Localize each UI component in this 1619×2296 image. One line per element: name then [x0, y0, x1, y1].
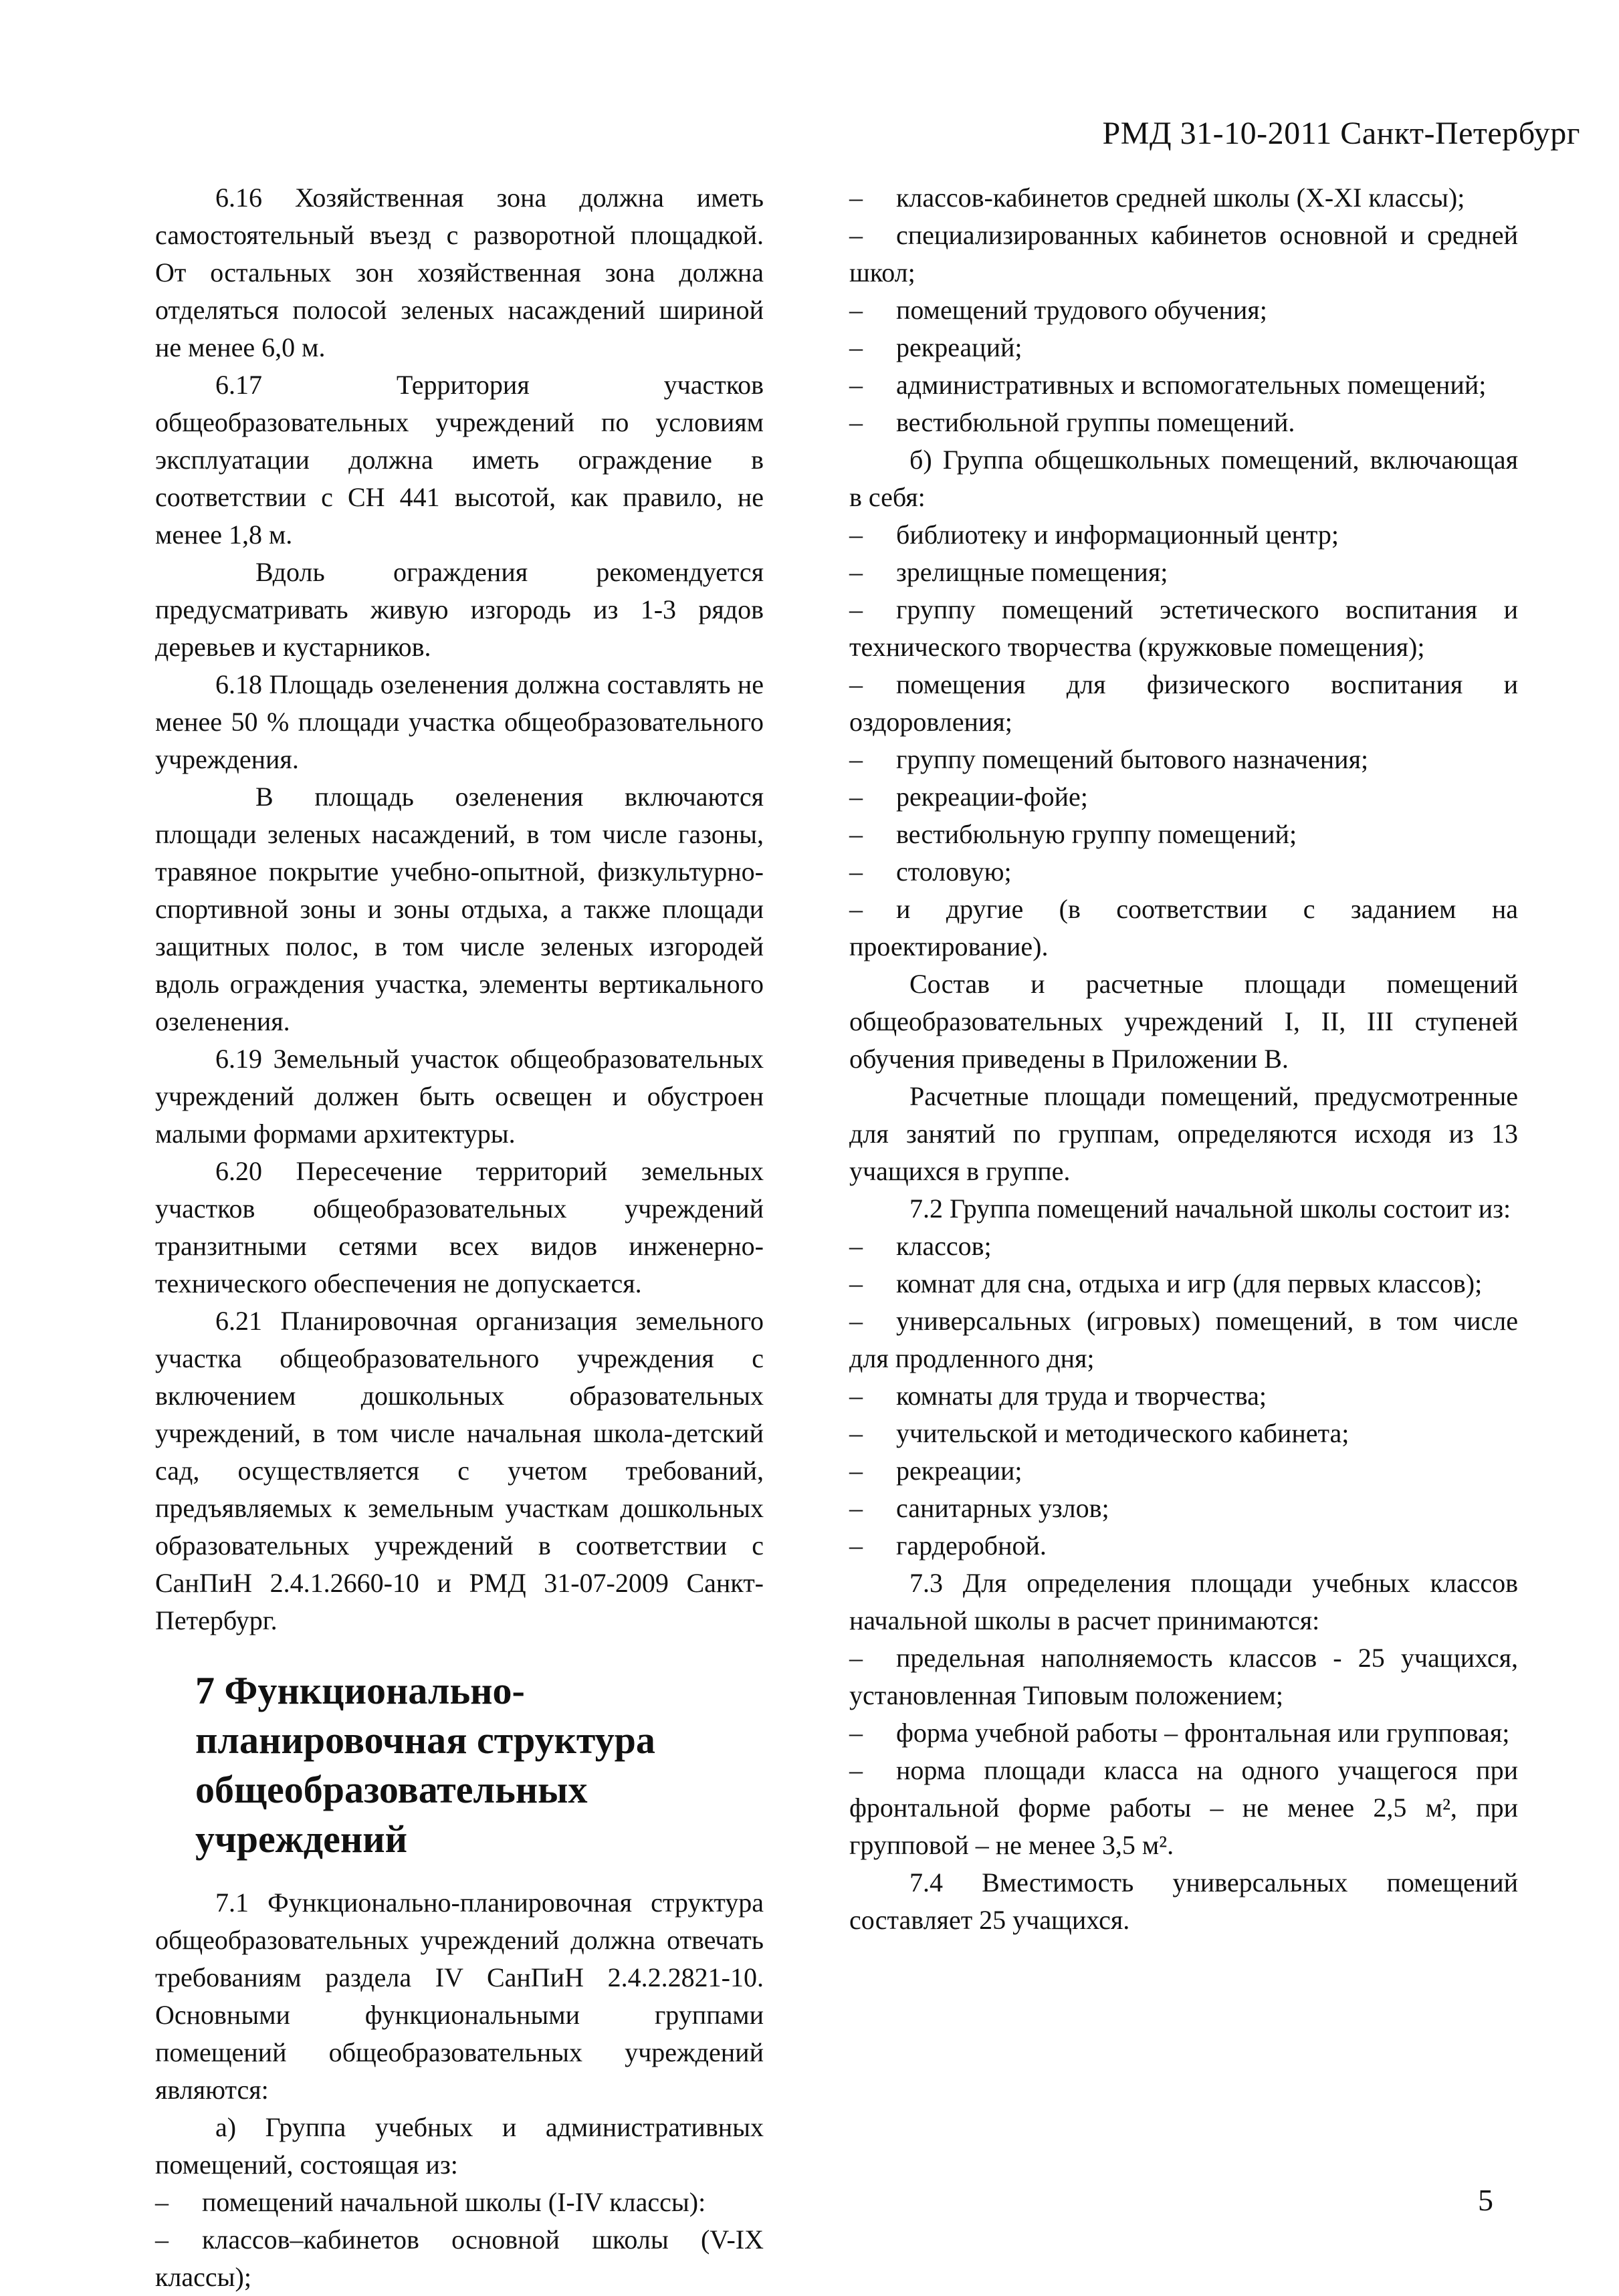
paragraph-6-19: 6.19 Земельный участок общеобразовательных учреждений должен быть освещен и обустроен малыми формами архитектуры.	[155, 1044, 764, 1149]
list-item: – учительской и методического кабинета;	[849, 1418, 1350, 1448]
paragraph-6-16: 6.16 Хозяйственная зона должна иметь самостоятельный въезд с разворотной площадкой. От остальных зон хозяйственная зона должна отделяться полосой зеленых насаждений шириной не менее 6,0 м.	[155, 183, 764, 362]
list-item-text: учительской и методического кабинета;	[896, 1418, 1350, 1448]
list-item-text: вестибюльную группу помещений;	[896, 819, 1297, 849]
list-item: – помещений трудового обучения;	[849, 295, 1267, 325]
list-item: – рекреаций;	[849, 332, 1022, 362]
paragraph-7-2: 7.2 Группа помещений начальной школы состоит из:	[909, 1193, 1511, 1224]
list-item: – вестибюльной группы помещений.	[849, 407, 1295, 437]
list-item-text: вестибюльной группы помещений.	[896, 407, 1295, 437]
paragraph-greening-area: В площадь озеленения включаются площади зеленых насаждений, в том числе газоны, травяное покрытие учебно-опытной, физкультурно-спортивной зоны и зоны отдыха, а также площади защитных полос, в том числе зеленых изгородей вдоль ограждения участка, элементы вертикального озеленения.	[155, 782, 764, 1036]
list-item-text: рекреаций;	[896, 332, 1022, 362]
list-item-text: рекреации;	[896, 1456, 1022, 1486]
list-item: – помещения для физического воспитания и оздоровления;	[849, 669, 1518, 737]
list-item-text: комнат для сна, отдыха и игр (для первых классов);	[896, 1268, 1483, 1298]
list-item-text: рекреации-фойе;	[896, 782, 1088, 812]
list-item: – классов–кабинетов основной школы (V-IX классы);	[155, 2224, 764, 2292]
list-item: – специализированных кабинетов основной и средней школ;	[849, 220, 1518, 288]
paragraph-6-20: 6.20 Пересечение территорий земельных участков общеобразовательных учреждений транзитными сетями всех видов инженерно-технического обеспечения не допускается.	[155, 1156, 764, 1298]
list-item: – группу помещений эстетического воспитания и технического творчества (кружковые помещения);	[849, 594, 1518, 662]
paragraph-group-b: б) Группа общешкольных помещений, включающая в себя:	[849, 445, 1518, 512]
list-item: – гардеробной.	[849, 1530, 1047, 1561]
page-number: 5	[1478, 2183, 1493, 2217]
list-item-text: группу помещений эстетического воспитания и технического творчества (кружковые помещения);	[849, 594, 1518, 662]
document-reference: РМД 31-10-2011 Санкт-Петербург	[1102, 116, 1580, 151]
list-item: – рекреации;	[849, 1456, 1022, 1486]
list-item-text: классов–кабинетов основной школы (V-IX классы);	[155, 2224, 764, 2292]
list-item: – норма площади класса на одного учащегося при фронтальной форме работы – не менее 2,5 м², при групповой – не менее 3,5 м².	[849, 1755, 1518, 1860]
list-item: – вестибюльную группу помещений;	[849, 819, 1297, 849]
paragraph-7-4: 7.4 Вместимость универсальных помещений составляет 25 учащихся.	[849, 1867, 1518, 1935]
list-item-text: административных и вспомогательных помещений;	[896, 370, 1487, 400]
left-column	[155, 179, 764, 2296]
list-item: – классов-кабинетов средней школы (X-XI классы);	[849, 183, 1465, 213]
paragraph-6-17: 6.17 Территория участков общеобразовательных учреждений по условиям эксплуатации должна иметь ограждение в соответствии с СН 441 высотой, как правило, не менее 1,8 м.	[155, 370, 764, 550]
list-item-text: зрелищные помещения;	[896, 557, 1168, 587]
list-item-text: норма площади класса на одного учащегося при фронтальной форме работы – не менее 2,5 м², при групповой – не менее 3,5 м².	[849, 1755, 1518, 1860]
list-item: – предельная наполняемость классов - 25 учащихся, установленная Типовым положением;	[849, 1643, 1518, 1710]
paragraph-calculated-areas: Расчетные площади помещений, предусмотренные для занятий по группам, определяются исходя из 13 учащихся в группе.	[849, 1081, 1518, 1186]
list-item-text: помещений начальной школы (I-IV классы):	[202, 2187, 706, 2217]
list-item-text: и другие (в соответствии с заданием на проектирование).	[849, 894, 1518, 961]
paragraph-6-18: 6.18 Площадь озеленения должна составлять не менее 50 % площади участка общеобразовательного учреждения.	[155, 669, 764, 774]
list-item-text: столовую;	[896, 856, 1012, 887]
list-item: – форма учебной работы – фронтальная или групповая;	[849, 1718, 1510, 1748]
list-item: – классов;	[849, 1231, 992, 1261]
list-item-text: санитарных узлов;	[896, 1493, 1109, 1523]
list-item-text: помещения для физического воспитания и оздоровления;	[849, 669, 1518, 737]
list-item-text: форма учебной работы – фронтальная или групповая;	[896, 1718, 1510, 1748]
list-item-text: комнаты для труда и творчества;	[896, 1381, 1267, 1411]
list-item: – библиотеку и информационный центр;	[849, 520, 1339, 550]
list-item-text: предельная наполняемость классов - 25 учащихся, установленная Типовым положением;	[849, 1643, 1518, 1710]
list-item: – помещений начальной школы (I-IV классы):	[155, 2187, 706, 2217]
paragraph-6-21: 6.21 Планировочная организация земельного участка общеобразовательного учреждения с включением дошкольных образовательных учреждений, в том числе начальная школа-детский сад, осуществляется с учетом требований, предъявляемых к земельным участкам дошкольных образовательных учреждений в соответствии с СанПиН 2.4.1.2660-10 и РМД 31-07-2009 Санкт-Петербург.	[155, 1306, 764, 1635]
list-item: – и другие (в соответствии с заданием на проектирование).	[849, 894, 1518, 961]
list-item-text: группу помещений бытового назначения;	[896, 744, 1369, 774]
list-item: – группу помещений бытового назначения;	[849, 744, 1369, 774]
list-item: – санитарных узлов;	[849, 1493, 1109, 1523]
list-item: – рекреации-фойе;	[849, 782, 1088, 812]
list-item: – комнат для сна, отдыха и игр (для первых классов);	[849, 1268, 1483, 1298]
paragraph-group-a: а) Группа учебных и административных помещений, состоящая из:	[155, 2112, 764, 2180]
list-item: – комнаты для труда и творчества;	[849, 1381, 1267, 1411]
paragraph-composition: Состав и расчетные площади помещений общеобразовательных учреждений I, II, III ступеней обучения приведены в Приложении В.	[849, 969, 1518, 1074]
list-item: – универсальных (игровых) помещений, в том числе для продленного дня;	[849, 1306, 1518, 1373]
list-item-text: классов;	[896, 1231, 992, 1261]
paragraph-fence-hedge: Вдоль ограждения рекомендуется предусматривать живую изгородь из 1-3 рядов деревьев и кустарников.	[155, 557, 764, 662]
list-item: – зрелищные помещения;	[849, 557, 1168, 587]
right-column	[849, 179, 1518, 1939]
list-item: – административных и вспомогательных помещений;	[849, 370, 1487, 400]
list-item-text: классов-кабинетов средней школы (X-XI классы);	[896, 183, 1465, 213]
list-item-text: универсальных (игровых) помещений, в том числе для продленного дня;	[849, 1306, 1518, 1373]
list-item-text: специализированных кабинетов основной и средней школ;	[849, 220, 1518, 288]
section-heading-7: 7 Функционально-планировочная структура общеобразовательных учреждений	[195, 1669, 655, 1861]
paragraph-7-3: 7.3 Для определения площади учебных классов начальной школы в расчет принимаются:	[849, 1568, 1518, 1635]
list-item-text: библиотеку и информационный центр;	[896, 520, 1339, 550]
list-item-text: помещений трудового обучения;	[896, 295, 1267, 325]
list-item: – столовую;	[849, 856, 1012, 887]
paragraph-7-1: 7.1 Функционально-планировочная структура общеобразовательных учреждений должна отвечать требованиям раздела IV СанПиН 2.4.2.2821-10. Основными функциональными группами помещений общеобразовательных учреждений являются:	[155, 1887, 764, 2105]
list-item-text: гардеробной.	[896, 1530, 1047, 1561]
